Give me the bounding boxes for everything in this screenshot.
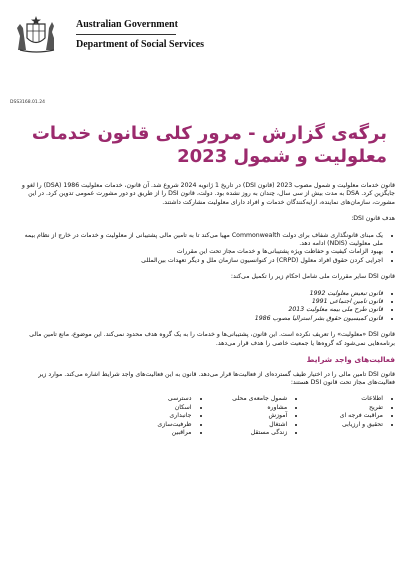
department-name: Department of Social Services: [76, 39, 205, 50]
list-item: • مراقبین: [114, 429, 192, 437]
laws-heading: قانون DSI سایر مقررات ملی شامل احکام زیر را تکمیل می‌کند:: [230, 273, 395, 281]
coat-of-arms-icon: [14, 14, 58, 54]
activities-column-1: [305, 395, 395, 437]
list-item: • آموزش: [210, 412, 288, 420]
activities-grid: [18, 395, 395, 437]
laws-list: [18, 290, 395, 324]
document-body: [18, 182, 395, 437]
activities-column-2: [210, 395, 300, 437]
activities-column-3: [114, 395, 204, 437]
list-item: • قانون کمیسیون حقوق بشر استرالیا مصوب 1986: [18, 315, 383, 323]
list-item: • مراقبت فرجه ای: [305, 412, 383, 420]
list-item: • قانون تامین اجتماعی 1991: [18, 298, 383, 306]
list-item: • اشتغال: [210, 421, 288, 429]
disability-paragraph: قانون DSI «معلولیت» را تعریف نکرده است. این قانون، پشتیبانی‌ها و خدمات را به یک گروه هدف محدود نمی‌کند. این موضوع، مانع تامین مالی برنامه‌هایی نمی‌شود که گروه‌ها یا جمعیت خاصی را هدف قرار می‌دهد.: [29, 331, 395, 347]
list-item: • مشاوره: [210, 404, 288, 412]
list-item: • ظرفیت‌سازی: [114, 421, 192, 429]
page-header: [0, 0, 415, 72]
eligible-paragraph: قانون DSI تامین مالی را در اختیار طیف گسترده‌ای از فعالیت‌ها قرار می‌دهد. قانون به این فعالیت‌های واجد شرایط اشاره می‌کند. موارد زیر فعالیت‌های مجاز تحت قانون DSI هستند:: [38, 370, 395, 386]
list-item: • قانون تبعیض معلولیت 1992: [18, 290, 383, 298]
list-item: • تحقیق و ارزیابی: [305, 421, 383, 429]
goals-heading: هدف قانون DSI:: [351, 215, 395, 223]
list-item: • اسکان: [114, 404, 192, 412]
goals-list: [18, 232, 395, 266]
intro-paragraph: قانون خدمات معلولیت و شمول مصوب 2023 (قانون DSI) در تاریخ 1 ژانویه 2024 شروع شد. آن قانون، خدمات معلولیت 1986 (DSA) را لغو و جایگزین کرد. DSA به مدت بیش از سی سال، چندان به روز نشده بود. دولت، قانون DSI را از طریق دو دور مشورت عمومی تدوین کرد. در این مشورت، سازمان‌های نماینده، ارایه‌کنندگان خدمات و افراد دارای معلولیت مشارکت داشتند.: [21, 182, 395, 206]
document-code: DSS3168.01.24: [10, 100, 45, 105]
list-item: • شمول جامعه‌ی محلی: [210, 395, 288, 403]
list-item: • یک مبنای قانونگذاری شفاف برای دولت Commonwealth مهیا می‌کند تا به تامین مالی پشتیبانی از معلولیت و خدمات در خارج از نظام بیمه ملی معلولیت (NDIS) ادامه دهد.: [18, 232, 383, 249]
list-item: • تفریح: [305, 404, 383, 412]
list-item: • اطلاعات: [305, 395, 383, 403]
eligible-activities-heading: فعالیت‌های واجد شرایط: [306, 355, 395, 365]
list-item: • اجرایی کردن حقوق افراد معلول (CRPD) در کنوانسیون سازمان ملل و دیگر تعهدات بین‌المللی: [18, 257, 383, 265]
list-item: • دسترسی: [114, 395, 192, 403]
header-divider: [76, 34, 176, 35]
page-title: برگه‌ی گزارش - مرور کلی قانون خدمات معلولیت و شمول 2023: [31, 123, 387, 167]
list-item: • زندگی مستقل: [210, 429, 288, 437]
list-item: • بهبود الزامات کیفیت و حفاظت ویژه پشتیبانی‌ها و خدمات مجاز تحت این مقررات: [18, 248, 383, 256]
list-item: • قانون طرح ملی بیمه معلولیت 2013: [18, 306, 383, 314]
list-item: • جانبداری: [114, 412, 192, 420]
government-name: Australian Government: [76, 19, 178, 30]
